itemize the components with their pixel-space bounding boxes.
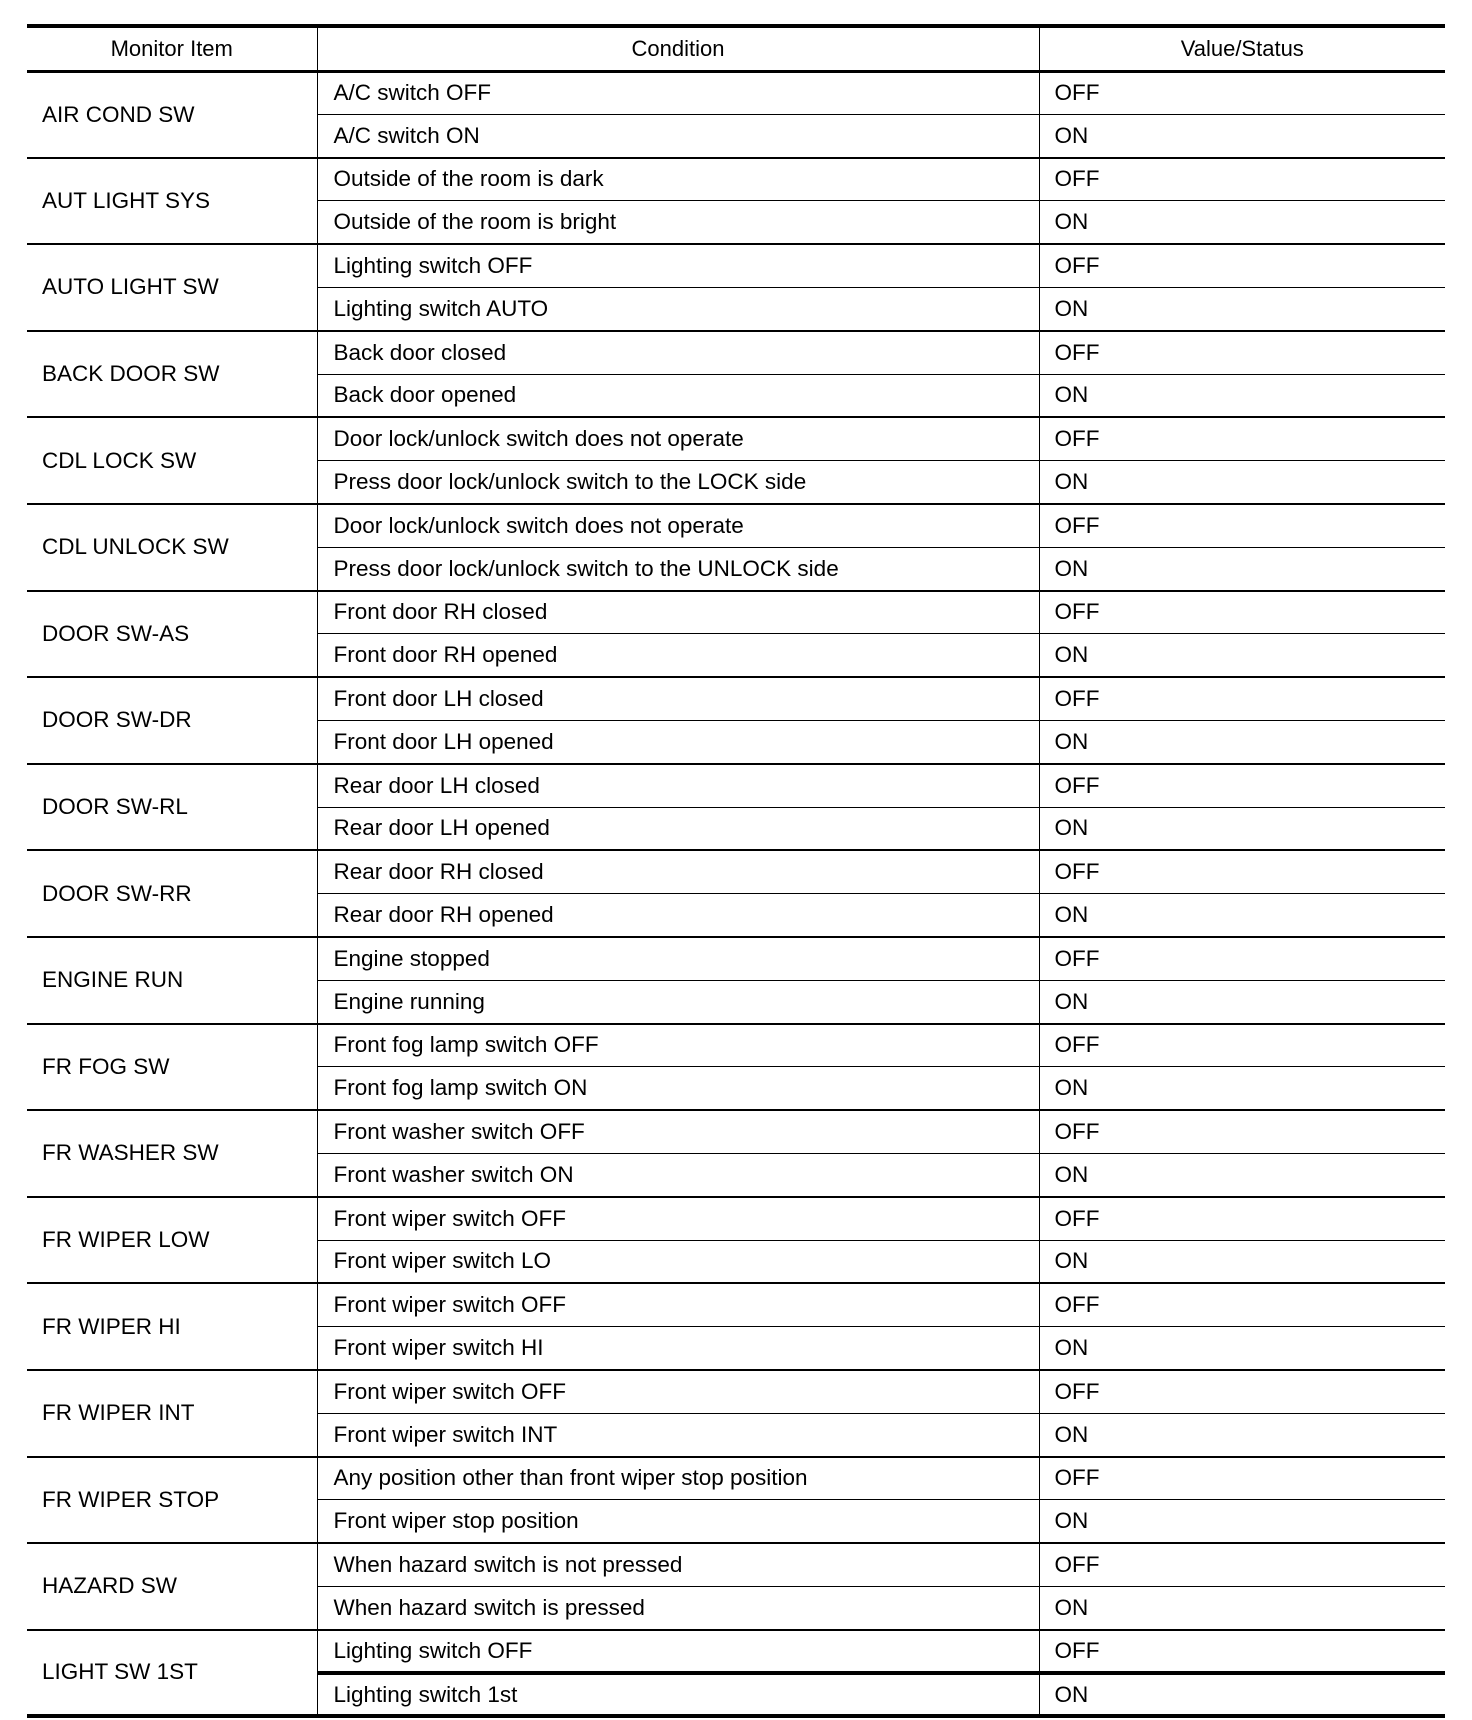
value-status-cell: OFF [1039, 1457, 1445, 1500]
value-status-cell: OFF [1039, 1283, 1445, 1326]
value-status-cell: ON [1039, 1067, 1445, 1110]
value-status-cell: OFF [1039, 764, 1445, 807]
table-row [27, 1370, 1445, 1413]
value-status-cell: ON [1039, 634, 1445, 677]
value-status-cell: OFF [1039, 677, 1445, 720]
monitor-item-cell: FR WIPER STOP [27, 1457, 317, 1544]
value-status-cell: ON [1039, 547, 1445, 590]
header-row [27, 26, 1445, 71]
value-status-cell: OFF [1039, 1543, 1445, 1586]
condition-cell: Front wiper switch OFF [317, 1283, 1039, 1326]
monitor-item-cell: HAZARD SW [27, 1543, 317, 1630]
condition-cell: Engine running [317, 980, 1039, 1023]
table-row [27, 1283, 1445, 1326]
table-row [27, 158, 1445, 201]
monitor-item-cell: FR WIPER HI [27, 1283, 317, 1370]
table-row [27, 1024, 1445, 1067]
table-row [27, 1197, 1445, 1240]
value-status-cell: ON [1039, 461, 1445, 504]
monitor-table-container [27, 24, 1445, 1718]
condition-cell: Front door RH opened [317, 634, 1039, 677]
value-status-cell: OFF [1039, 1630, 1445, 1673]
value-status-cell: ON [1039, 287, 1445, 330]
value-status-cell: OFF [1039, 158, 1445, 201]
condition-cell: Door lock/unlock switch does not operate [317, 417, 1039, 460]
monitor-item-cell: CDL UNLOCK SW [27, 504, 317, 591]
value-status-cell: OFF [1039, 71, 1445, 114]
value-status-cell: OFF [1039, 937, 1445, 980]
value-status-cell: ON [1039, 980, 1445, 1023]
condition-cell: Front wiper switch INT [317, 1413, 1039, 1456]
condition-cell: Back door closed [317, 331, 1039, 374]
monitor-item-cell: FR WIPER LOW [27, 1197, 317, 1284]
table-row [27, 937, 1445, 980]
value-status-cell: ON [1039, 807, 1445, 850]
condition-cell: A/C switch OFF [317, 71, 1039, 114]
table-row [27, 764, 1445, 807]
monitor-item-cell: CDL LOCK SW [27, 417, 317, 504]
condition-cell: Front fog lamp switch ON [317, 1067, 1039, 1110]
table-row [27, 504, 1445, 547]
value-status-cell: ON [1039, 114, 1445, 157]
condition-cell: Front wiper stop position [317, 1500, 1039, 1543]
monitor-item-cell: FR WIPER INT [27, 1370, 317, 1457]
value-status-cell: ON [1039, 1327, 1445, 1370]
condition-cell: Rear door LH opened [317, 807, 1039, 850]
table-row [27, 244, 1445, 287]
monitor-item-cell: FR WASHER SW [27, 1110, 317, 1197]
condition-cell: Back door opened [317, 374, 1039, 417]
monitor-item-cell: AUTO LIGHT SW [27, 244, 317, 331]
value-status-cell: OFF [1039, 504, 1445, 547]
condition-cell: Press door lock/unlock switch to the UNLOCK side [317, 547, 1039, 590]
value-status-cell: ON [1039, 720, 1445, 763]
condition-cell: Rear door RH closed [317, 850, 1039, 893]
table-row [27, 1543, 1445, 1586]
value-status-cell: ON [1039, 1153, 1445, 1196]
condition-cell: Any position other than front wiper stop position [317, 1457, 1039, 1500]
condition-cell: Press door lock/unlock switch to the LOCK side [317, 461, 1039, 504]
value-status-cell: ON [1039, 894, 1445, 937]
condition-cell: Lighting switch AUTO [317, 287, 1039, 330]
header-value-status: Value/Status [1039, 26, 1445, 71]
monitor-item-cell: AUT LIGHT SYS [27, 158, 317, 245]
condition-cell: Front door LH opened [317, 720, 1039, 763]
value-status-cell: ON [1039, 1240, 1445, 1283]
condition-cell: When hazard switch is pressed [317, 1586, 1039, 1629]
table-row [27, 71, 1445, 114]
table-row [27, 850, 1445, 893]
value-status-cell: OFF [1039, 1024, 1445, 1067]
table-row [27, 1630, 1445, 1673]
table-row [27, 1110, 1445, 1153]
condition-cell: Front wiper switch OFF [317, 1370, 1039, 1413]
monitor-item-cell: FR FOG SW [27, 1024, 317, 1111]
monitor-item-cell: AIR COND SW [27, 71, 317, 158]
value-status-cell: OFF [1039, 591, 1445, 634]
monitor-item-cell: DOOR SW-DR [27, 677, 317, 764]
value-status-cell: OFF [1039, 417, 1445, 460]
condition-cell: Engine stopped [317, 937, 1039, 980]
table-row [27, 331, 1445, 374]
condition-cell: Front wiper switch OFF [317, 1197, 1039, 1240]
value-status-cell: ON [1039, 201, 1445, 244]
table-header [27, 26, 1445, 71]
condition-cell: Outside of the room is bright [317, 201, 1039, 244]
value-status-cell: ON [1039, 1673, 1445, 1716]
value-status-cell: OFF [1039, 331, 1445, 374]
condition-cell: Lighting switch OFF [317, 244, 1039, 287]
condition-cell: Front door LH closed [317, 677, 1039, 720]
value-status-cell: OFF [1039, 850, 1445, 893]
value-status-cell: ON [1039, 1413, 1445, 1456]
value-status-cell: ON [1039, 374, 1445, 417]
monitor-item-cell: DOOR SW-RL [27, 764, 317, 851]
table-row [27, 1457, 1445, 1500]
condition-cell: Lighting switch OFF [317, 1630, 1039, 1673]
condition-cell: Front fog lamp switch OFF [317, 1024, 1039, 1067]
condition-cell: When hazard switch is not pressed [317, 1543, 1039, 1586]
condition-cell: Lighting switch 1st [317, 1673, 1039, 1716]
monitor-item-cell: LIGHT SW 1ST [27, 1630, 317, 1717]
monitor-item-cell: DOOR SW-AS [27, 591, 317, 678]
monitor-item-table [27, 24, 1445, 1718]
condition-cell: Front washer switch ON [317, 1153, 1039, 1196]
monitor-item-cell: ENGINE RUN [27, 937, 317, 1024]
header-monitor-item: Monitor Item [27, 26, 317, 71]
value-status-cell: ON [1039, 1586, 1445, 1629]
table-body [27, 71, 1445, 1716]
condition-cell: Door lock/unlock switch does not operate [317, 504, 1039, 547]
condition-cell: Rear door RH opened [317, 894, 1039, 937]
condition-cell: A/C switch ON [317, 114, 1039, 157]
condition-cell: Front door RH closed [317, 591, 1039, 634]
value-status-cell: OFF [1039, 1370, 1445, 1413]
value-status-cell: ON [1039, 1500, 1445, 1543]
condition-cell: Outside of the room is dark [317, 158, 1039, 201]
condition-cell: Front wiper switch HI [317, 1327, 1039, 1370]
table-row [27, 591, 1445, 634]
value-status-cell: OFF [1039, 1197, 1445, 1240]
value-status-cell: OFF [1039, 244, 1445, 287]
condition-cell: Front washer switch OFF [317, 1110, 1039, 1153]
condition-cell: Front wiper switch LO [317, 1240, 1039, 1283]
monitor-item-cell: DOOR SW-RR [27, 850, 317, 937]
table-row [27, 417, 1445, 460]
condition-cell: Rear door LH closed [317, 764, 1039, 807]
monitor-item-cell: BACK DOOR SW [27, 331, 317, 418]
table-row [27, 677, 1445, 720]
value-status-cell: OFF [1039, 1110, 1445, 1153]
header-condition: Condition [317, 26, 1039, 71]
